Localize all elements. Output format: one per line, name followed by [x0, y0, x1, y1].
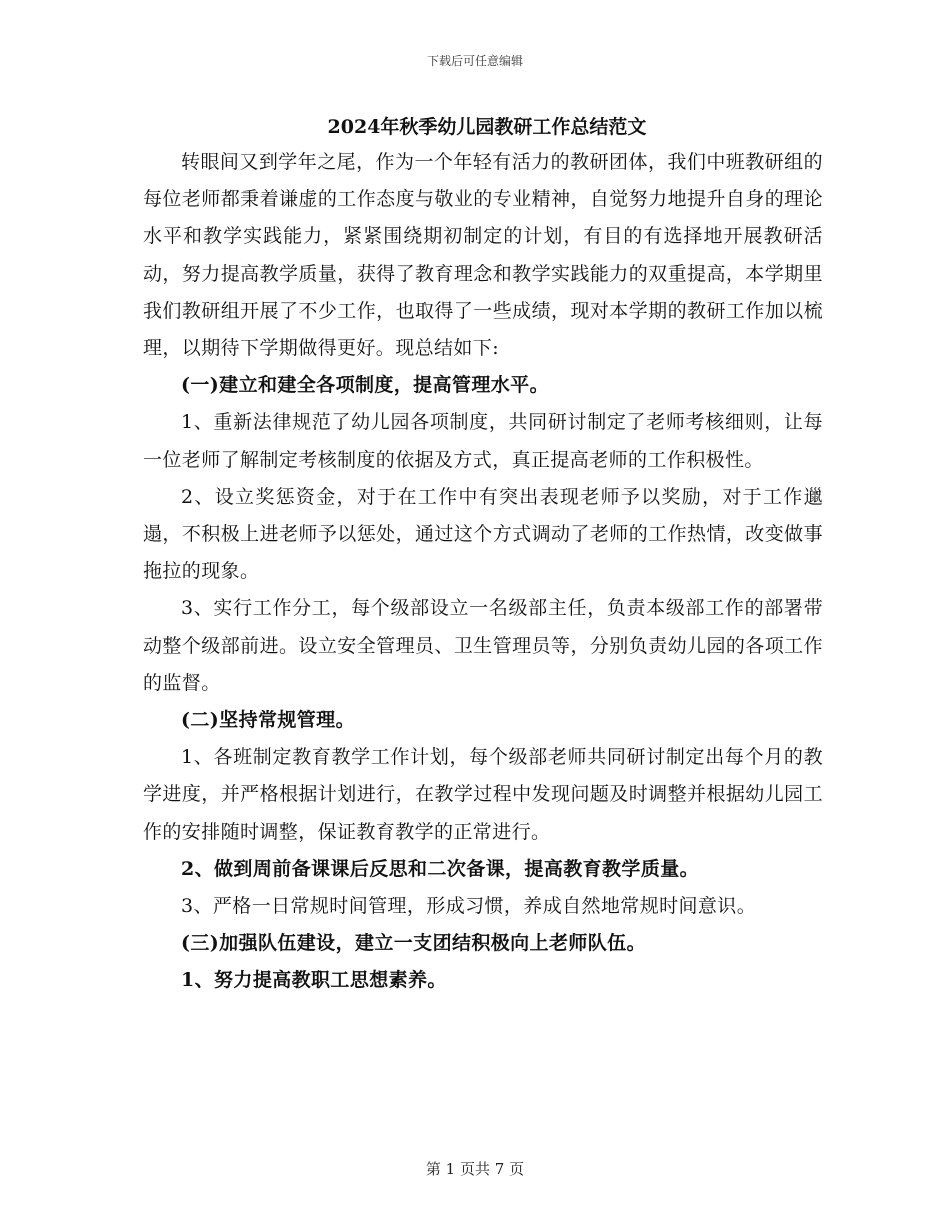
section-heading-2: (二)坚持常规管理。: [181, 709, 355, 732]
paragraph-1-1: 1、重新法律规范了幼儿园各项制度，共同研讨制定了老师考核细则，让每一位老师了解制定考核制度的依据及方式，真正提高老师的工作积极性。: [143, 411, 823, 471]
paragraph-1-2: 2、设立奖惩资金，对于在工作中有突出表现老师予以奖励，对于工作邋遢，不积极上进老师予以惩处，通过这个方式调动了老师的工作热情，改变做事拖拉的现象。: [143, 485, 823, 583]
paragraph-intro: 转眼间又到学年之尾，作为一个年轻有活力的教研团体，我们中班教研组的每位老师都秉着谦虚的工作态度与敬业的专业精神，自觉努力地提升自身的理论水平和教学实践能力，紧紧围绕期初制定的计划，有目的有选择地开展教研活动，努力提高教学质量，获得了教育理念和教学实践能力的双重提高，本学期里我们教研组开展了不少工作，也取得了一些成绩，现对本学期的教研工作加以梳理，以期待下学期做得更好。现总结如下:: [143, 151, 823, 360]
section-heading-1: (一)建立和建全各项制度，提高管理水平。: [181, 374, 549, 397]
paragraph-2-1: 1、各班制定教育教学工作计划，每个级部老师共同研讨制定出每个月的教学进度，并严格根据计划进行，在教学过程中发现问题及时调整并根据幼儿园工作的安排随时调整，保证教育教学的正常进行。: [143, 746, 823, 843]
paragraph-2-3: 3、严格一日常规时间管理，形成习惯，养成自然地常规时间意识。: [181, 895, 757, 918]
paragraph-2-2: 2、做到周前备课课后反思和二次备课，提高教育教学质量。: [181, 857, 700, 880]
paragraph-1-3: 3、实行工作分工，每个级部设立一名级部主任，负责本级部工作的部署带动整个级部前进。设立安全管理员、卫生管理员等，分别负责幼儿园的各项工作的监督。: [143, 597, 823, 694]
document-body: [143, 112, 823, 1000]
section-heading-3: (三)加强队伍建设，建立一支团结积极向上老师队伍。: [181, 932, 646, 955]
paragraph-3-1: 1、努力提高教职工思想素养。: [181, 969, 447, 992]
document-title: 2024年秋季幼儿园教研工作总结范文: [327, 116, 647, 138]
page-header: 下载后可任意编辑: [426, 54, 523, 68]
page-footer: 第 1 页共 7 页: [425, 1160, 525, 1178]
